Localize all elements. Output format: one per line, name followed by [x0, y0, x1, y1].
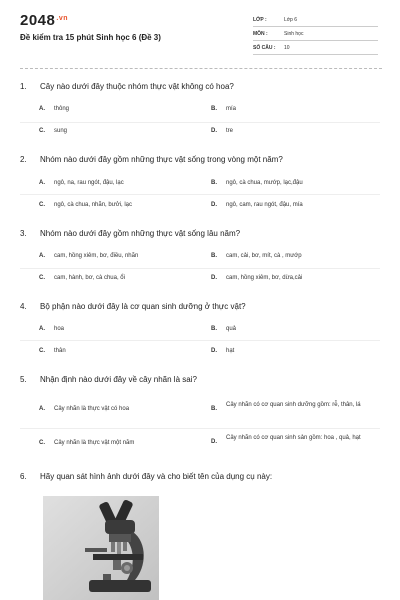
question-5	[20, 375, 380, 387]
question-text: 3. Nhóm nào dưới đây gồm những thực vật sống lâu năm?	[20, 229, 241, 238]
divider	[20, 340, 380, 341]
question-1	[20, 82, 380, 94]
quiz-title: Đề kiểm tra 15 phút Sinh học 6 (Đề 3)	[20, 33, 161, 42]
question-text: 6. Hãy quan sát hình ảnh dưới đây và cho biết tên của dụng cụ này:	[20, 472, 273, 481]
header-divider	[20, 68, 382, 69]
divider	[20, 122, 380, 123]
meta-question-count: SỐ CÂU : 10	[253, 44, 378, 55]
question-6	[20, 472, 380, 484]
question-2	[20, 155, 380, 167]
divider	[20, 194, 380, 195]
question-text: 2. Nhóm nào dưới đây gồm những thực vật sống trong vòng một năm?	[20, 155, 283, 164]
meta-class: LỚP : Lớp 6	[253, 16, 378, 27]
meta-subject: MÔN : Sinh học	[253, 30, 378, 41]
site-logo[interactable]: $2048^{.vn}$	[20, 12, 68, 29]
question-text: 5. Nhận định nào dưới đây về cây nhãn là sai?	[20, 375, 197, 384]
question-text: 4. Bộ phận nào dưới đây là cơ quan sinh dưỡng ở thực vật?	[20, 302, 246, 311]
quiz-header	[0, 0, 400, 70]
divider	[20, 428, 380, 429]
question-3	[20, 229, 380, 241]
microscope-illustration	[43, 496, 159, 600]
microscope-image	[43, 496, 159, 600]
question-4	[20, 302, 380, 314]
question-text: 1. Cây nào dưới đây thuộc nhóm thực vật không có hoa?	[20, 82, 234, 91]
divider	[20, 268, 380, 269]
